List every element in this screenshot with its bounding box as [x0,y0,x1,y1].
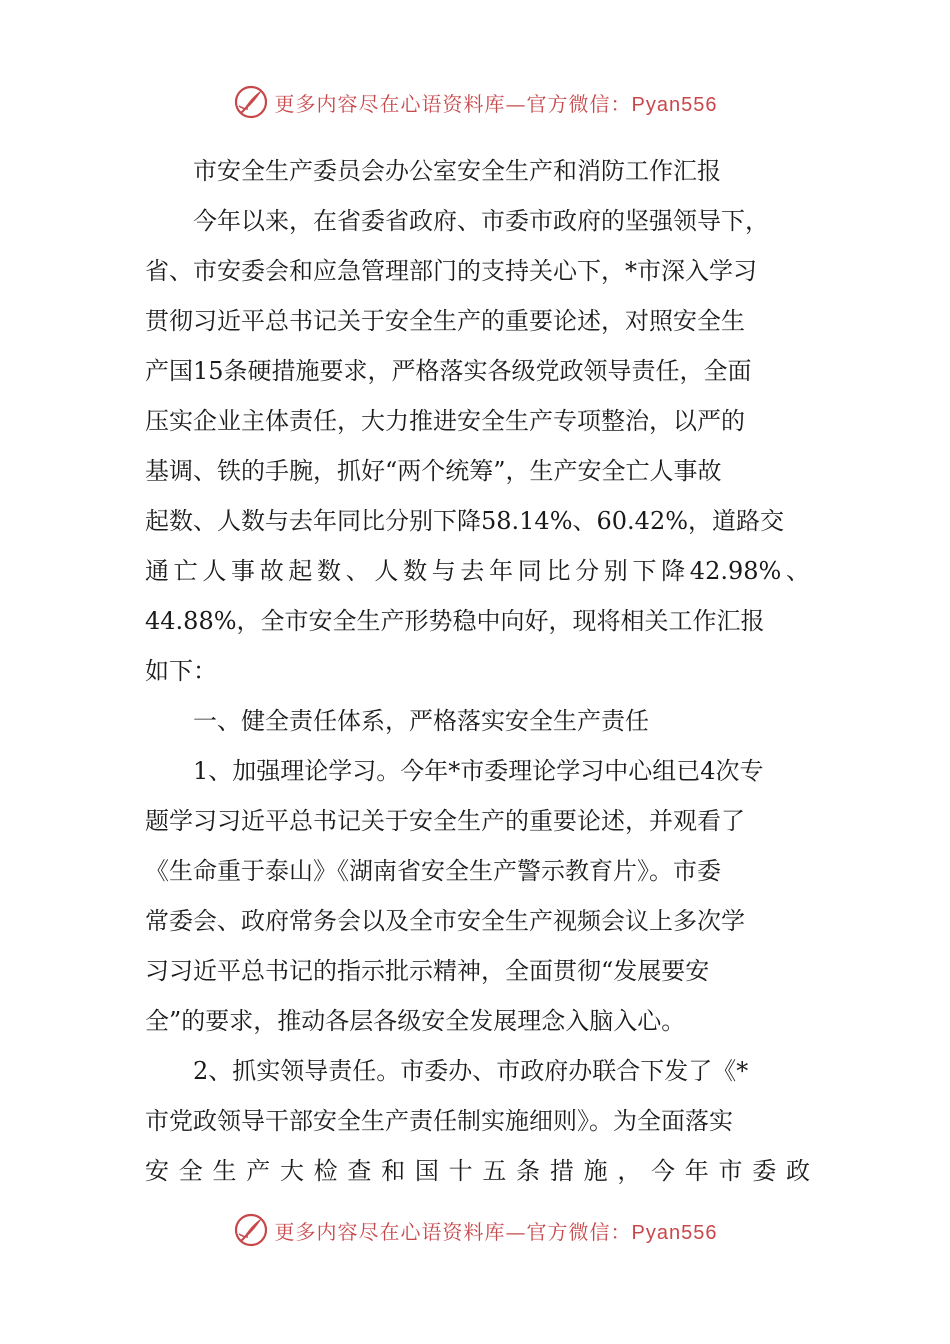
document-title: 市安全生产委员会办公室安全生产和消防工作汇报 [193,157,721,185]
paragraph-line: 《生命重于泰山》《湖南省安全生产警示教育片》。市委 [145,857,721,885]
paragraph-line: 安全生产大检查和国十五条措施，今年市委政 [145,1157,810,1185]
watermark-text: 更多内容尽在心语资料库—官方微信：Pyan556 [274,91,718,116]
paragraph-line: 习习近平总书记的指示批示精神，全面贯彻“发展要安 [145,957,710,985]
paragraph-line: 市党政领导干部安全生产责任制实施细则》。为全面落实 [145,1107,733,1135]
paragraph-line: 起数、人数与去年同比分别下降58.14%、60.42%，道路交 [145,507,785,535]
paragraph-line: 44.88%，全市安全生产形势稳中向好，现将相关工作汇报 [145,607,765,635]
wechat-id: Pyan556 [631,93,718,116]
quill-logo-icon [233,1212,269,1248]
paragraph-line: 2、抓实领导责任。市委办、市政府办联合下发了《* [193,1057,749,1085]
section-heading: 一、健全责任体系，严格落实安全生产责任 [193,707,649,735]
paragraph-line: 省、市安委会和应急管理部门的支持关心下，*市深入学习 [145,257,757,285]
paragraph-line: 1、加强理论学习。今年*市委理论学习中心组已4次专 [193,757,764,785]
paragraph-line: 贯彻习近平总书记关于安全生产的重要论述，对照安全生 [145,307,745,335]
paragraph-line: 今年以来，在省委省政府、市委市政府的坚强领导下， [193,207,769,235]
paragraph-line: 产国15条硬措施要求，严格落实各级党政领导责任，全面 [145,357,752,385]
paragraph-line: 常委会、政府常务会以及全市安全生产视频会议上多次学 [145,907,745,935]
paragraph-line: 题学习习近平总书记关于安全生产的重要论述，并观看了 [145,807,745,835]
paragraph-line: 全”的要求，推动各层各级安全发展理念入脑入心。 [145,1007,686,1035]
watermark-banner-bottom [0,1208,950,1252]
watermark-text: 更多内容尽在心语资料库—官方微信：Pyan556 [274,1219,718,1244]
quill-logo-icon [233,84,269,120]
paragraph-line: 通亡人事故起数、人数与去年同比分别下降42.98%、 [145,557,810,585]
paragraph-line: 压实企业主体责任，大力推进安全生产专项整治，以严的 [145,407,745,435]
wechat-id: Pyan556 [631,1221,718,1244]
paragraph-line: 基调、铁的手腕，抓好“两个统筹”，生产安全亡人事故 [145,457,722,485]
paragraph-line: 如下： [145,657,217,685]
document-body [145,146,810,1196]
watermark-banner-top [0,80,950,124]
